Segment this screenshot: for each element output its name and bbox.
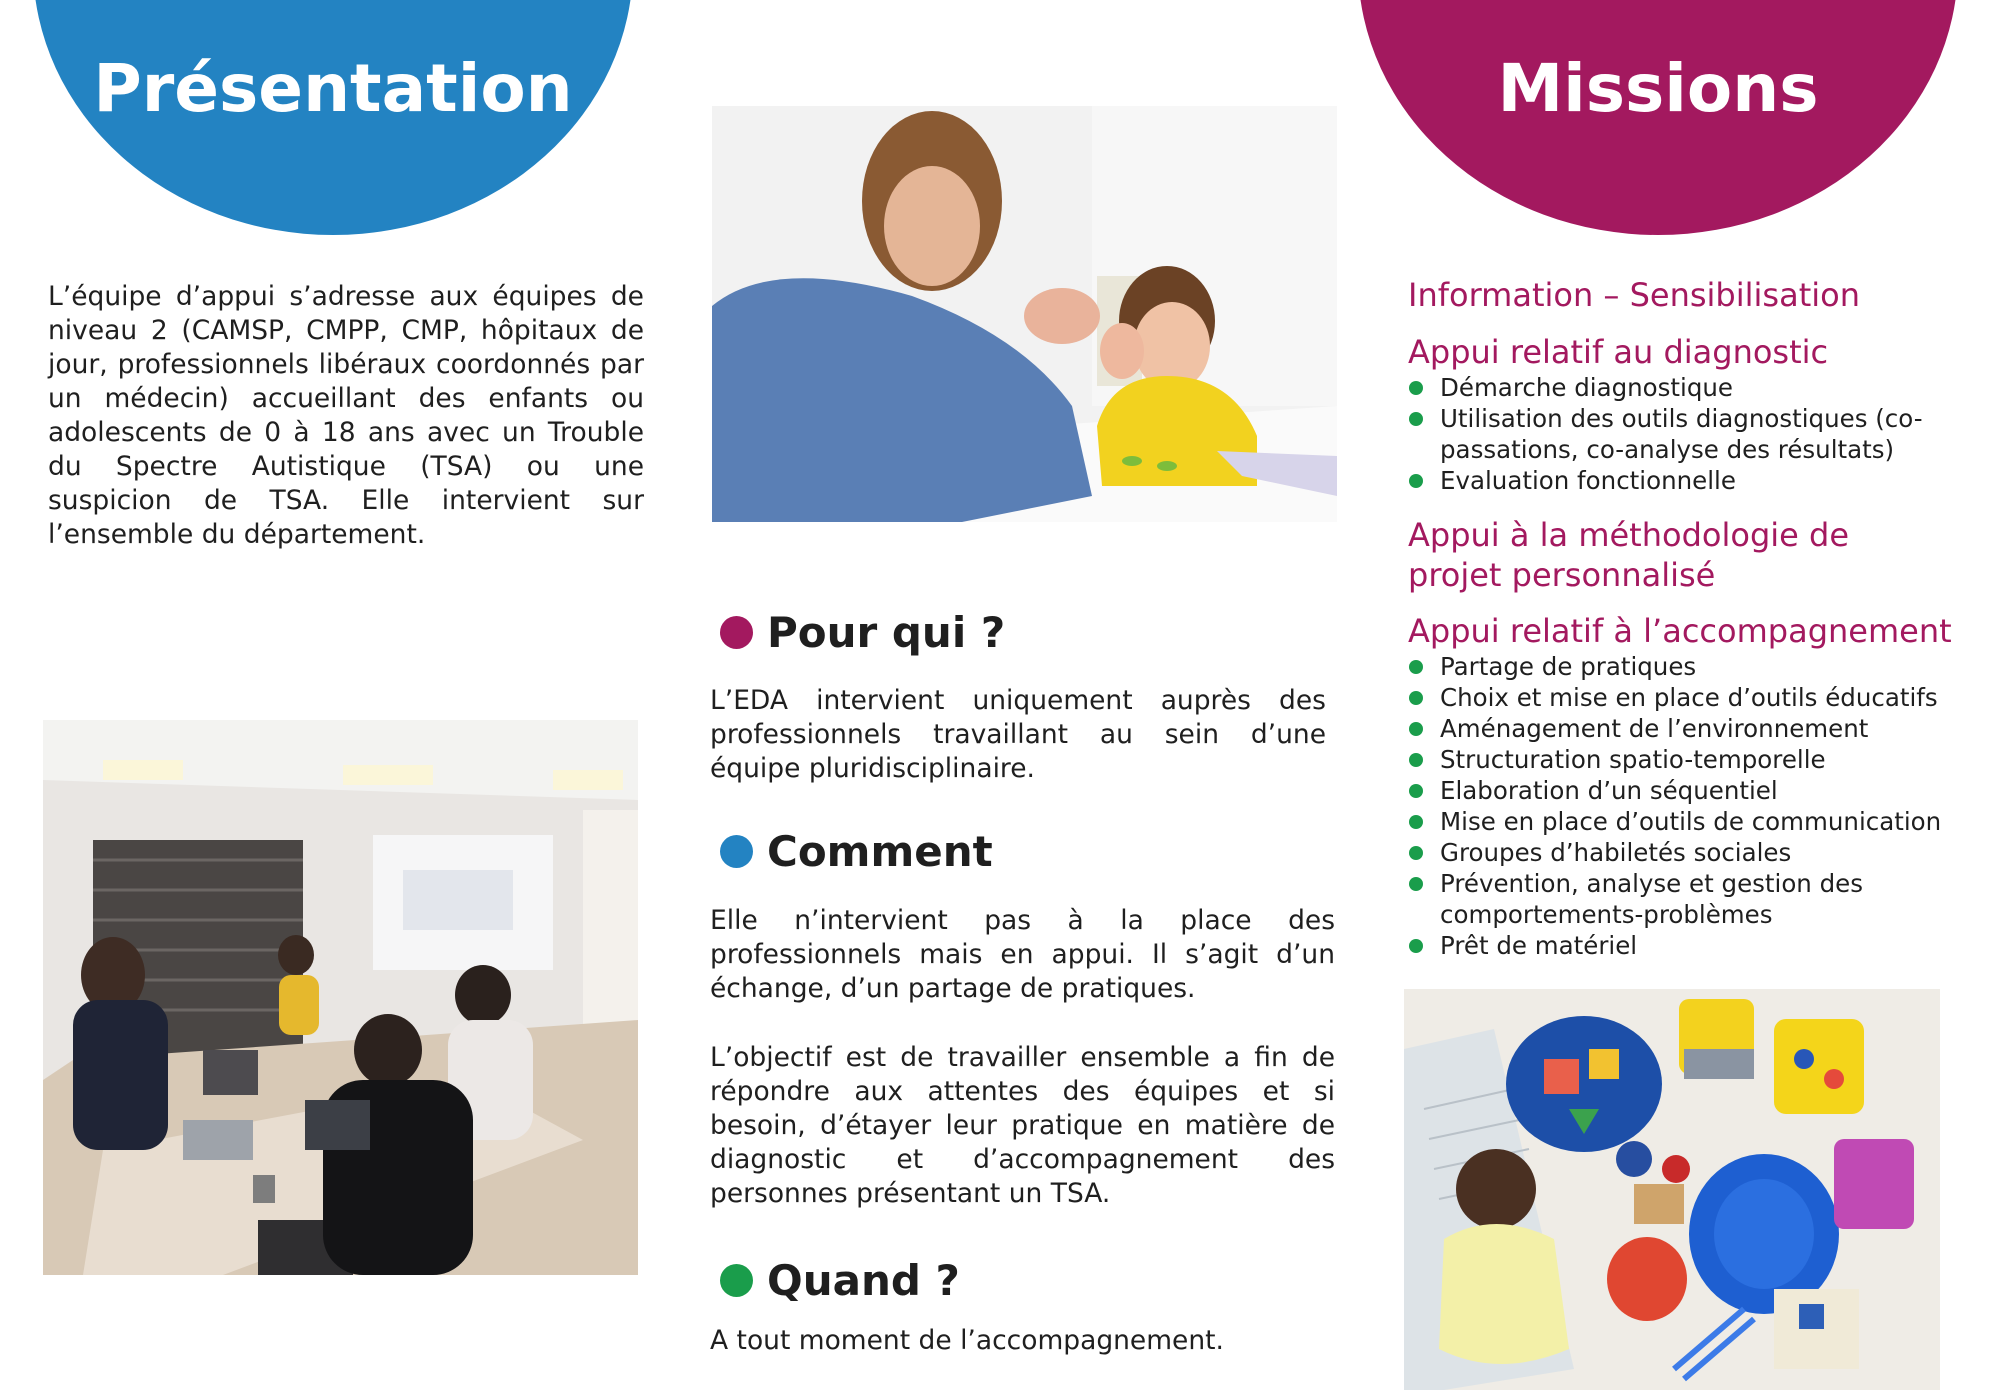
list-item: Choix et mise en place d’outils éducatifs	[1406, 682, 1966, 713]
comment-text-1: Elle n’intervient pas à la place des professionnels mais en appui. Il s’agit d’un échange, d’un partage de pratiques.	[710, 905, 1335, 1004]
list-item: Utilisation des outils diagnostiques (co-passations, co-analyse des résultats)	[1406, 403, 1966, 465]
mission-section-methodologie: Appui à la méthodologie de projet personnalisé	[1408, 516, 1849, 594]
comment-text-2: L’objectif est de travailler ensemble a fin de répondre aux attentes des équipes et si besoin, d’étayer leur pratique en matière de diagnostic et d’accompagnement des personnes présentant un TSA.	[710, 1042, 1335, 1209]
list-item: Aménagement de l’environnement	[1406, 713, 1966, 744]
list-item: Démarche diagnostique	[1406, 372, 1966, 403]
missions-title: Missions	[1497, 50, 1819, 127]
pour-qui-heading	[720, 608, 1005, 657]
mission-section-information: Information – Sensibilisation	[1408, 276, 1860, 314]
comment-heading	[720, 827, 993, 876]
list-item: Mise en place d’outils de communication	[1406, 806, 1966, 837]
magenta-bullet-icon	[720, 616, 753, 649]
pour-qui-text: L’EDA intervient uniquement auprès des professionnels travaillant au sein d’une équipe pluridisciplinaire.	[710, 685, 1326, 784]
presentation-title: Présentation	[93, 50, 573, 127]
list-item: Evaluation fonctionnelle	[1406, 465, 1966, 496]
green-bullet-icon	[720, 1264, 753, 1297]
mission-section-diagnostic: Appui relatif au diagnostic	[1408, 333, 1829, 371]
list-item: Structuration spatio-temporelle	[1406, 744, 1966, 775]
quand-text: A tout moment de l’accompagnement.	[710, 1325, 1224, 1356]
mission-section-accompagnement: Appui relatif à l’accompagnement	[1408, 612, 1952, 650]
list-item: Groupes d’habiletés sociales	[1406, 837, 1966, 868]
comment-title: Comment	[767, 827, 993, 876]
missions-banner	[1358, 0, 1958, 235]
toys-photo	[1404, 989, 1940, 1390]
quand-title: Quand ?	[767, 1256, 960, 1305]
accompagnement-list	[1406, 651, 1966, 961]
pour-qui-title: Pour qui ?	[767, 608, 1006, 657]
diagnostic-list	[1406, 372, 1966, 496]
presentation-text: L’équipe d’appui s’adresse aux équipes de niveau 2 (CAMSP, CMPP, CMP, hôpitaux de jour, professionnels libéraux coordonnés par un médecin) accueillant des enfants ou adolescents de 0 à 18 ans avec un Trouble du Spectre Autistique (TSA) ou une suspicion de TSA. Elle intervient sur l’ensemble du département.	[48, 281, 644, 550]
list-item: Prêt de matériel	[1406, 930, 1966, 961]
list-item: Prévention, analyse et gestion des comportements-problèmes	[1406, 868, 1966, 930]
quand-heading	[720, 1256, 960, 1305]
meeting-room-photo	[43, 720, 638, 1275]
list-item: Partage de pratiques	[1406, 651, 1966, 682]
blue-bullet-icon	[720, 835, 753, 868]
presentation-banner	[33, 0, 633, 235]
therapist-child-photo	[712, 106, 1337, 522]
list-item: Elaboration d’un séquentiel	[1406, 775, 1966, 806]
